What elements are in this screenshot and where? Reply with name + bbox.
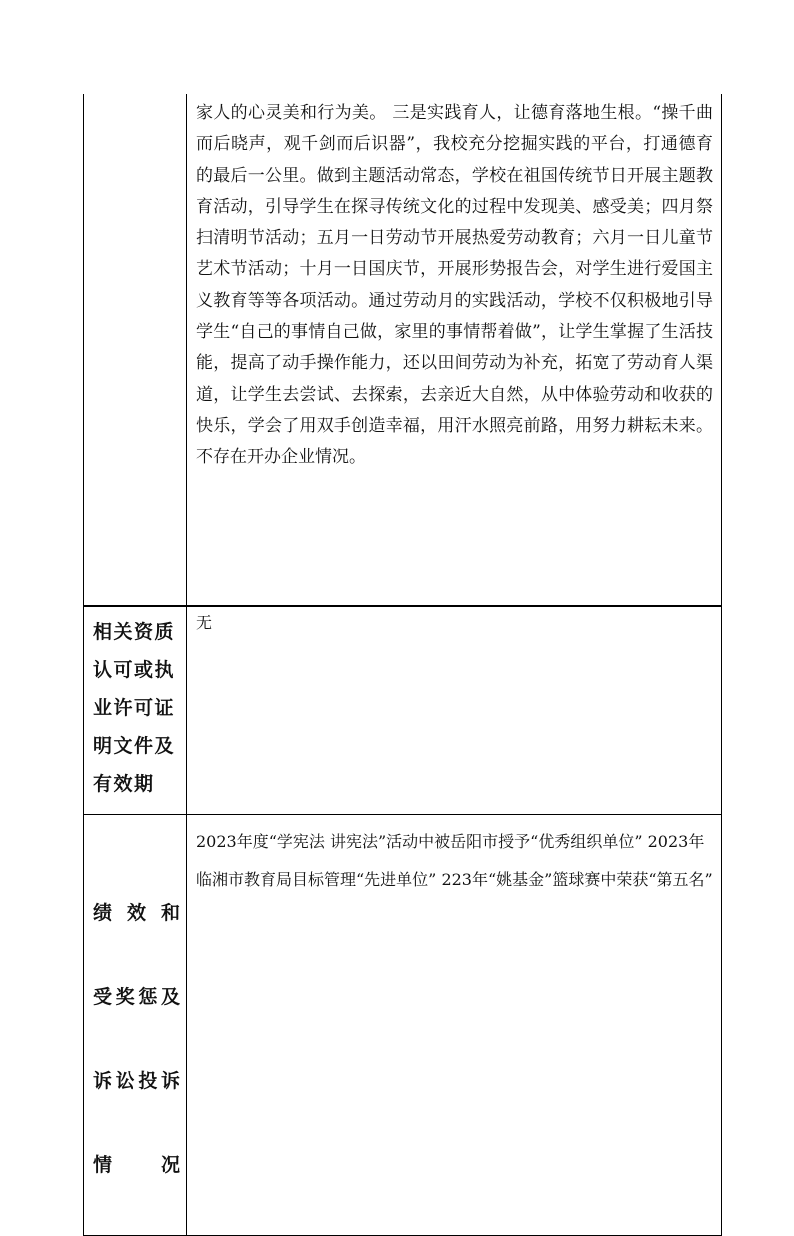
license-label-cell bbox=[84, 606, 187, 815]
awards-label-line: 诉讼投诉 bbox=[93, 1070, 180, 1092]
table-row-awards bbox=[84, 815, 722, 1236]
awards-label-line: 情况 bbox=[93, 1154, 180, 1176]
practice-label-cell bbox=[84, 94, 187, 606]
awards-label-cell bbox=[84, 815, 187, 1236]
table-row-license bbox=[84, 606, 722, 815]
awards-content-text: 2023年度“学宪法 讲宪法”活动中被岳阳市授予“优秀组织单位” 2023年临湘市教育局目标管理“先进单位” 223年“姚基金”篮球赛中荣获“第五名” bbox=[196, 832, 713, 889]
document-table bbox=[83, 94, 722, 1236]
awards-label-line: 受奖惩及 bbox=[93, 986, 180, 1008]
practice-content-text: 家人的心灵美和行为美。 三是实践育人，让德育落地生根。“操千曲而后晓声，观千剑而后识器”，我校充分挖掘实践的平台，打通德育的最后一公里。做到主题活动常态，学校在祖国传统节日开展主题教育活动，引导学生在探寻传统文化的过程中发现美、感受美；四月祭扫清明节活动；五月一日劳动节开展热爱劳动教育；六月一日儿童节艺术节活动；十月一日国庆节，开展形势报告会，对学生进行爱国主义教育等等各项活动。通过劳动月的实践活动，学校不仅积极地引导学生“自己的事情自己做，家里的事情帮着做”，让学生掌握了生活技能，提高了动手操作能力，还以田间劳动为补充，拓宽了劳动育人渠道，让学生去尝试、去探索，去亲近大自然，从中体验劳动和收获的快乐，学会了用双手创造幸福，用汗水照亮前路，用努力耕耘未来。不存在开办企业情况。 bbox=[196, 103, 713, 468]
license-label: 相关资质认可或执业许可证明文件及有效期 bbox=[93, 621, 176, 795]
awards-label-line: 绩效和 bbox=[93, 902, 180, 924]
license-content-cell bbox=[187, 606, 722, 815]
license-content-text: 无 bbox=[196, 613, 213, 632]
awards-content-cell bbox=[187, 815, 722, 1236]
practice-content-cell bbox=[187, 94, 722, 606]
table-row-practice bbox=[84, 94, 722, 606]
awards-label bbox=[84, 815, 186, 1235]
